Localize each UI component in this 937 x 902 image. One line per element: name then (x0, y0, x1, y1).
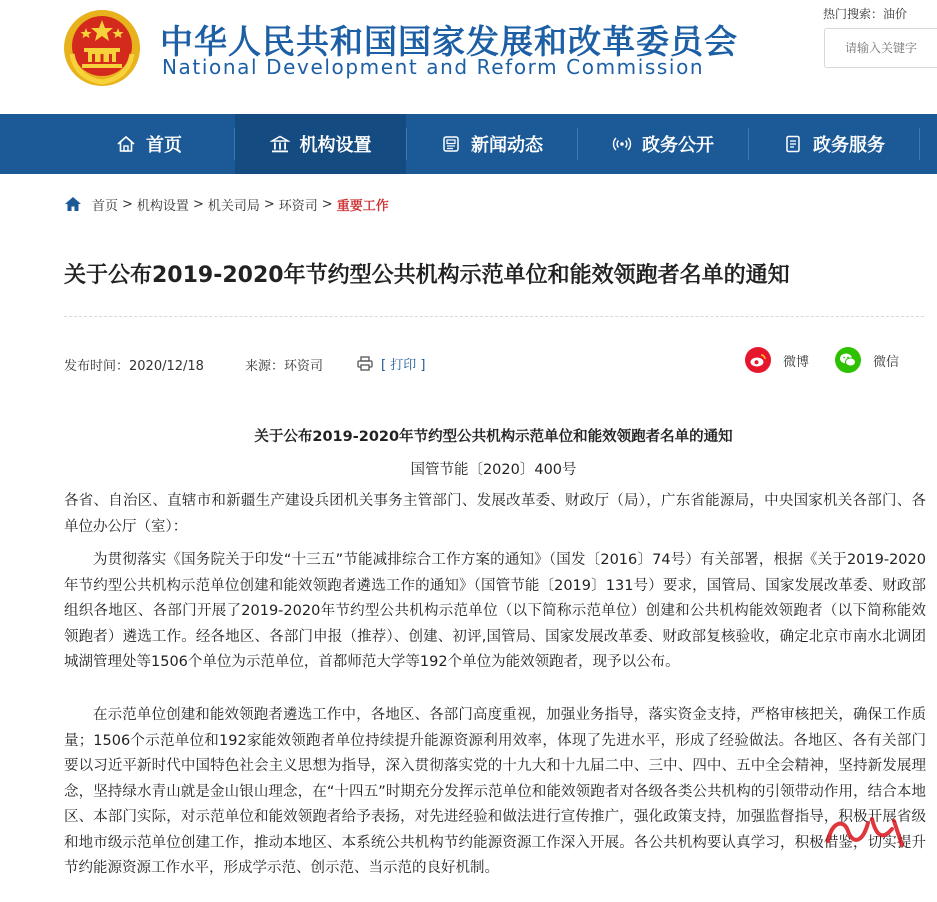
hot-search (823, 5, 907, 22)
nav-item-label: 政务服务 (813, 135, 885, 156)
hot-search-label: 热门搜索： (823, 7, 884, 21)
article-paragraph: 在示范单位创建和能效领跑者遴选工作中，各地区、各部门高度重视，加强业务指导，落实资金支持，严格审核把关，确保工作质量；1506个示范单位和192家能效领跑者单位持续提升能源资源利用效率，体现了先进水平，形成了经验做法。各地区、各有关部门要以习近平新时代中国特色社会主义思想为指导，深入贯彻落实党的十九大和十九届二中、三中、四中、五中全会精神，坚持新发展理念，坚持绿水青山就是金山银山理念，在“十四五”时期充分发挥示范单位和能效领跑者对各级各类公共机构的引领带动作用，结合本地区、本部门实际，对示范单位和能效领跑者给予表扬，对先进经验和做法进行宣传推广，强化政策支持，加强监督指导，积极开展省级和地市级示范单位创建工作，推动本地区、本系统公共机构节约能源资源工作深入开展。各公共机构要认真学习，积极借鉴，切实提升节约能源资源工作水平，形成学示范、创示范、当示范的良好机制。 (64, 707, 926, 876)
breadcrumb-link-home[interactable]: 首页 (92, 198, 119, 214)
broadcast-icon (612, 134, 632, 154)
page-title: 关于公布2019-2020年节约型公共机构示范单位和能效领跑者名单的通知 (64, 263, 790, 288)
home-icon (116, 134, 136, 154)
printer-icon (357, 356, 373, 371)
nav-item-label: 新闻动态 (471, 135, 543, 156)
hot-search-keyword[interactable]: 油价 (883, 7, 908, 21)
breadcrumb-separator: > (321, 196, 333, 212)
source: 来源：环资司 (245, 359, 324, 374)
site-name-english[interactable]: National Development and Reform Commission (162, 55, 705, 79)
breadcrumb-link-departments[interactable]: 机关司局 (207, 198, 260, 214)
print-label: [ 打印 ] (381, 358, 426, 373)
breadcrumb (64, 194, 389, 214)
breadcrumb-separator: > (263, 196, 275, 212)
share-weibo-label: 微博 (783, 354, 810, 370)
weibo-icon (745, 347, 771, 373)
print-button[interactable] (357, 354, 425, 373)
share-wechat-button[interactable] (835, 347, 899, 373)
breadcrumb-link-organization[interactable]: 机构设置 (136, 198, 189, 214)
article-addressee: 各省、自治区、直辖市和新疆生产建设兵团机关事务主管部门、发展改革委、财政厅（局），广东省能源局，中央国家机关各部门、各单位办公厅（室）： (64, 493, 926, 535)
nav-divider (919, 128, 920, 160)
publish-time: 发布时间：2020/12/18 (64, 359, 204, 374)
nav-item-organization[interactable] (235, 114, 406, 174)
share-weibo-button[interactable] (745, 347, 809, 373)
nav-item-label: 政务公开 (642, 135, 714, 156)
breadcrumb-separator: > (122, 196, 133, 212)
share-wechat-label: 微信 (873, 354, 900, 370)
nav-item-news[interactable] (407, 114, 577, 174)
article-title: 关于公布2019-2020年节约型公共机构示范单位和能效领跑者名单的通知 (254, 429, 733, 445)
nav-item-services[interactable] (749, 114, 919, 174)
breadcrumb-current[interactable]: 重要工作 (336, 198, 389, 214)
nav-item-label: 首页 (146, 135, 182, 156)
document-number: 国管节能〔2020〕400号 (410, 462, 577, 478)
site-header (0, 0, 937, 114)
wechat-icon (835, 347, 861, 373)
title-divider (64, 316, 924, 317)
article-paragraph: 为贯彻落实《国务院关于印发“十三五”节能减排综合工作方案的通知》（国发〔2016〕74号）有关部署，根据《关于2019-2020年节约型公共机构示范单位创建和能效领跑者遴选工作的通知》（国管节能〔2019〕131号）要求，国管局、国家发展改革委、财政部组织各地区、各部门开展了2019-2020年节约型公共机构示范单位（以下简称示范单位）创建和公共机构能效领跑者（以下简称能效领跑者）遴选工作。经各地区、各部门申报（推荐）、创建、初评,国管局、国家发展改革委、财政部复核验收，确定北京市南水北调团城湖管理处等1506个单位为示范单位，首都师范大学等192个单位为能效领跑者，现予以公布。 (64, 552, 926, 670)
building-icon (270, 134, 290, 154)
home-icon[interactable] (64, 196, 82, 212)
watermark-logo-icon (822, 811, 912, 855)
site-name-chinese[interactable]: 中华人民共和国国家发展和改革委员会 (160, 22, 738, 61)
nav-item-label: 机构设置 (299, 135, 372, 156)
nav-item-government-affairs[interactable] (578, 114, 748, 174)
main-nav (0, 114, 937, 174)
nav-item-home[interactable] (64, 114, 234, 174)
news-icon (441, 134, 461, 154)
national-emblem-icon[interactable] (62, 8, 142, 88)
service-icon (783, 134, 803, 154)
search-input[interactable] (824, 28, 937, 68)
breadcrumb-separator: > (192, 196, 204, 212)
breadcrumb-link-environment[interactable]: 环资司 (278, 198, 318, 214)
